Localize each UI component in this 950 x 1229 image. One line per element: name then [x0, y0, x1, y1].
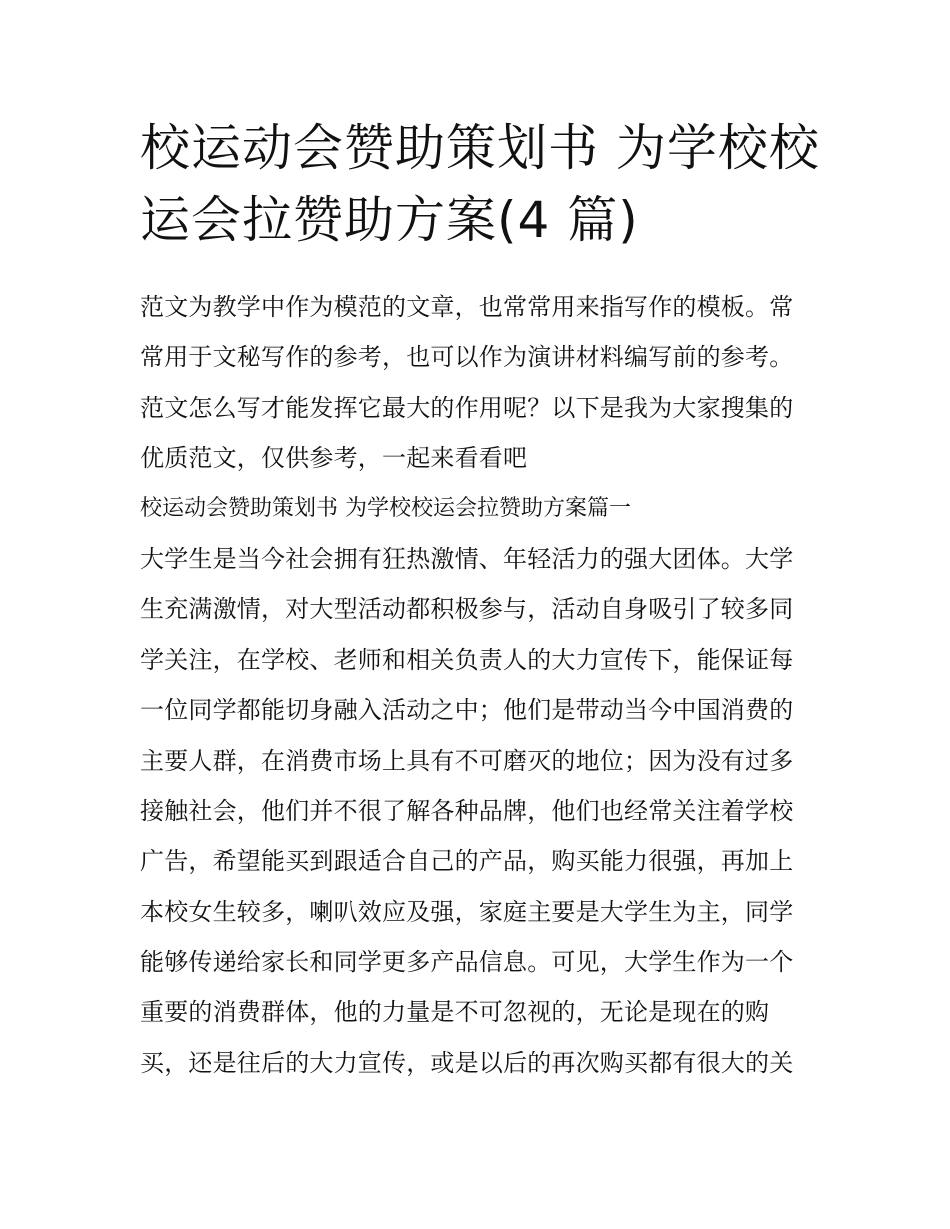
- intro-line: 优质范文，仅供参考，一起来看看吧: [140, 444, 528, 473]
- section-line: 学关注，在学校、老师和相关负责人的大力宣传下，能保证每: [140, 645, 794, 674]
- intro-line: 常用于文秘写作的参考，也可以作为演讲材料编写前的参考。: [140, 343, 794, 372]
- section-line: 大学生是当今社会拥有狂热激情、年轻活力的强大团体。大学: [140, 544, 794, 573]
- section-line: 一位同学都能切身融入活动之中；他们是带动当今中国消费的: [140, 696, 794, 725]
- section-heading: 校运动会赞助策划书 为学校校运会拉赞助方案篇一: [140, 495, 631, 521]
- section-line: 买，还是往后的大力宣传，或是以后的再次购买都有很大的关: [140, 1048, 794, 1077]
- section-line: 主要人群，在消费市场上具有不可磨灭的地位；因为没有过多: [140, 746, 794, 775]
- section-line: 能够传递给家长和同学更多产品信息。可见，大学生作为一个: [140, 948, 794, 977]
- section-line: 广告，希望能买到跟适合自己的产品，购买能力很强，再加上: [140, 847, 794, 876]
- section-line: 重要的消费群体，他的力量是不可忽视的，无论是现在的购: [140, 998, 770, 1027]
- document-content: [140, 112, 820, 1088]
- document-body: [140, 282, 812, 1088]
- intro-line: 范文为教学中作为模范的文章，也常常用来指写作的模板。常: [140, 293, 794, 321]
- title-line-1: 校运动会赞助策划书 为学校校: [140, 119, 820, 177]
- section-line: 接触社会，他们并不很了解各种品牌，他们也经常关注着学校: [140, 796, 794, 825]
- document-title: [140, 112, 820, 256]
- section-line: 生充满激情，对大型活动都积极参与，活动自身吸引了较多同: [140, 595, 794, 624]
- section-line: 本校女生较多，喇叭效应及强，家庭主要是大学生为主，同学: [140, 897, 794, 926]
- title-line-2: 运会拉赞助方案(4 篇): [140, 191, 639, 249]
- intro-line: 范文怎么写才能发挥它最大的作用呢？以下是我为大家搜集的: [140, 393, 794, 422]
